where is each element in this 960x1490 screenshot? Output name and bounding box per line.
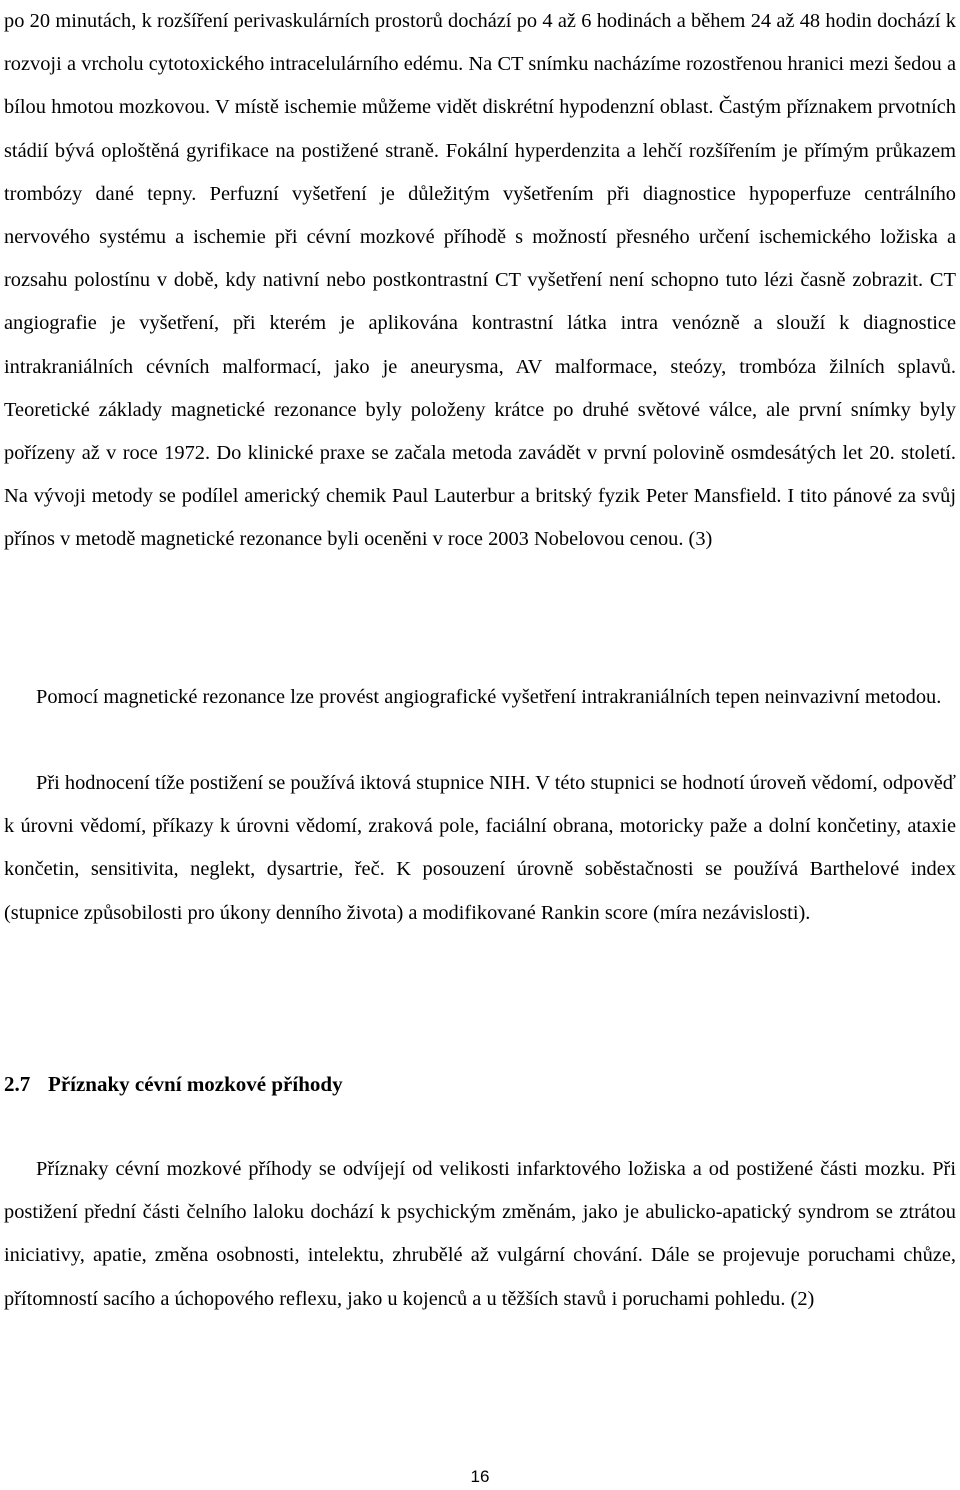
- section-title: Příznaky cévní mozkové příhody: [48, 1072, 343, 1096]
- section-heading: [4, 1069, 956, 1099]
- page-number: 16: [470, 1467, 490, 1486]
- paragraph-mr-angiography: Pomocí magnetické rezonance lze provést angiografické vyšetření intrakraniálních tepen neinvazivní metodou.: [36, 686, 942, 708]
- paragraph-nih-scale: Při hodnocení tíže postižení se používá iktová stupnice NIH. V této stupnici se hodnotí úroveň vědomí, odpověď k úrovni vědomí, příkazy k úrovni vědomí, zraková pole, faciální obrana, motoricky paže a dolní končetiny, ataxie končetin, sensitivita, neglekt, dysartrie, řeč. K posouzení úrovně soběstačnosti se používá Barthelové index (stupnice způsobilosti pro úkony denního života) a modifikované Rankin score (míra nezávislosti).: [4, 772, 956, 924]
- paragraph-stroke-symptoms: Příznaky cévní mozkové příhody se odvíjejí od velikosti infarktového ložiska a od postižené části mozku. Při postižení přední části čelního laloku dochází k psychickým změnám, jako je abulicko-apatický syndrom se ztrátou iniciativy, apatie, změna osobnosti, intelektu, zhrubělé až vulgární chování. Dále se projevuje poruchami chůze, přítomností sacího a úchopového reflexu, jako u kojenců a u těžších stavů i poruchami pohledu. (2): [4, 1158, 956, 1310]
- section-number: 2.7: [4, 1072, 31, 1096]
- paragraph-imaging-methods: po 20 minutách, k rozšíření perivaskulárních prostorů dochází po 4 až 6 hodinách a během 24 až 48 hodin dochází k rozvoji a vrcholu cytotoxického intracelulárního edému. Na CT snímku nacházíme rozostřenou hranici mezi šedou a bílou hmotou mozkovou. V místě ischemie můžeme vidět diskrétní hypodenzní oblast. Častým příznakem prvotních stádií bývá oploštěná gyrifikace na postižené straně. Fokální hyperdenzita a lehčí rozšířením je přímým průkazem trombózy dané tepny. Perfuzní vyšetření je důležitým vyšetřením při diagnostice hypoperfuze centrálního nervového systému a ischemie při cévní mozkové příhodě s možností přesného určení ischemického ložiska a rozsahu polostínu v době, kdy nativní nebo postkontrastní CT vyšetření není schopno tuto lézi časně zobrazit. CT angiografie je vyšetření, při kterém je aplikována kontrastní látka intra venózně a slouží k diagnostice intrakraniálních cévních malformací, jako je aneurysma, AV malformace, steózy, trombóza žilních splavů. Teoretické základy magnetické rezonance byly položeny krátce po druhé světové válce, ale první snímky byly pořízeny až v roce 1972. Do klinické praxe se začala metoda zavádět v první polovině osmdesátých let 20. století. Na vývoji metody se podílel americký chemik Paul Lauterbur a britský fyzik Peter Mansfield. I tito pánové za svůj přínos v metodě magnetické rezonance byli oceněni v roce 2003 Nobelovou cenou. (3): [4, 10, 956, 551]
